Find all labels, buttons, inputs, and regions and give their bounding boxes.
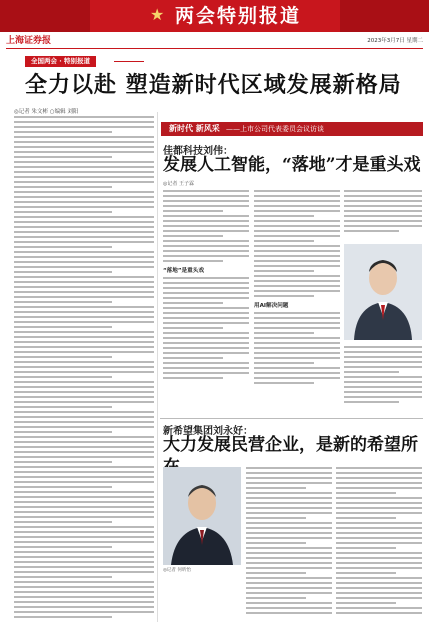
- text-line: [336, 467, 422, 469]
- text-line: [14, 516, 154, 518]
- text-line: [14, 191, 154, 193]
- text-line: [246, 497, 332, 499]
- text-line: [14, 511, 154, 513]
- text-line: [14, 226, 154, 228]
- story-a-subhead: “落地”是重头戏: [163, 268, 204, 274]
- text-line: [163, 230, 249, 232]
- text-line: [246, 532, 332, 534]
- text-line: [14, 336, 154, 338]
- text-line: [344, 205, 422, 207]
- text-line: [336, 547, 396, 549]
- column-divider: [157, 112, 158, 622]
- text-line: [246, 537, 332, 539]
- text-line: [14, 116, 154, 118]
- story-b-person: 新希望集团刘永好：: [163, 426, 253, 437]
- text-line: [14, 296, 154, 298]
- text-line: [14, 136, 154, 138]
- text-line: [14, 261, 154, 263]
- text-line: [163, 210, 223, 212]
- text-line: [336, 597, 422, 599]
- text-line: [254, 240, 314, 242]
- issue-date: 2023年3月7日 星期二: [367, 38, 423, 44]
- text-line: [246, 517, 306, 519]
- text-line: [344, 376, 422, 378]
- story-b-byline: ◎记者 何昕怡: [163, 568, 191, 573]
- text-line: [254, 327, 340, 329]
- text-line: [14, 276, 154, 278]
- text-line: [14, 611, 154, 613]
- text-line: [344, 346, 422, 348]
- story-a-person: 佳都科技刘伟：: [163, 146, 233, 157]
- text-line: [163, 277, 249, 279]
- text-line: [336, 592, 422, 594]
- text-line: [14, 216, 154, 218]
- text-line: [163, 312, 249, 314]
- text-line: [14, 436, 154, 438]
- text-line: [14, 476, 154, 478]
- text-line: [336, 517, 396, 519]
- text-line: [254, 250, 340, 252]
- text-line: [14, 141, 154, 143]
- text-line: [254, 382, 314, 384]
- text-line: [246, 607, 332, 609]
- text-line: [336, 507, 422, 509]
- text-line: [246, 562, 332, 564]
- text-line: [14, 561, 154, 563]
- text-line: [336, 472, 422, 474]
- text-line: [14, 221, 154, 223]
- text-line: [254, 215, 314, 217]
- text-line: [14, 466, 154, 468]
- text-line: [14, 386, 154, 388]
- text-line: [254, 230, 340, 232]
- text-line: [163, 367, 249, 369]
- text-line: [336, 552, 422, 554]
- text-line: [344, 220, 422, 222]
- text-line: [14, 496, 154, 498]
- text-line: [344, 361, 422, 363]
- text-line: [336, 582, 422, 584]
- special-column-bar: [161, 122, 423, 136]
- text-line: [163, 250, 249, 252]
- text-line: [14, 181, 154, 183]
- text-line: [163, 225, 249, 227]
- text-line: [246, 577, 332, 579]
- text-line: [254, 245, 340, 247]
- text-line: [14, 306, 154, 308]
- text-line: [14, 406, 112, 408]
- text-line: [163, 282, 249, 284]
- text-line: [163, 362, 249, 364]
- text-line: [14, 461, 112, 463]
- text-line: [14, 451, 154, 453]
- text-line: [344, 366, 422, 368]
- text-line: [336, 537, 422, 539]
- text-line: [336, 572, 396, 574]
- text-line: [14, 151, 154, 153]
- lead-headline: 全力以赴 塑造新时代区域发展新格局: [25, 72, 402, 98]
- text-line: [14, 556, 154, 558]
- text-line: [254, 190, 340, 192]
- text-line: [163, 195, 249, 197]
- text-line: [14, 246, 112, 248]
- text-line: [163, 260, 223, 262]
- lead-body: [14, 116, 154, 621]
- text-line: [336, 567, 422, 569]
- text-line: [254, 337, 340, 339]
- text-line: [163, 235, 223, 237]
- text-line: [14, 341, 154, 343]
- text-line: [14, 301, 112, 303]
- story-a-body-col3: [344, 190, 422, 240]
- text-line: [163, 337, 249, 339]
- text-line: [336, 612, 422, 614]
- text-line: [344, 351, 422, 353]
- text-line: [344, 386, 422, 388]
- text-line: [14, 401, 154, 403]
- banner-title: 两会特别报道: [174, 5, 301, 27]
- header-rule: [6, 48, 423, 49]
- text-line: [14, 351, 154, 353]
- text-line: [14, 371, 154, 373]
- text-line: [14, 501, 154, 503]
- text-line: [344, 396, 422, 398]
- text-line: [14, 236, 154, 238]
- text-line: [14, 121, 154, 123]
- text-line: [14, 281, 154, 283]
- text-line: [14, 441, 154, 443]
- text-line: [163, 190, 249, 192]
- text-line: [14, 201, 154, 203]
- text-line: [254, 280, 340, 282]
- text-line: [163, 245, 249, 247]
- text-line: [14, 126, 154, 128]
- text-line: [14, 361, 154, 363]
- text-line: [246, 567, 332, 569]
- text-line: [14, 521, 112, 523]
- text-line: [344, 381, 422, 383]
- text-line: [14, 506, 154, 508]
- story-b-headline: 大力发展民营企业，是新的希望所: [163, 435, 418, 455]
- column-tag-rule: [114, 61, 144, 62]
- text-line: [246, 512, 332, 514]
- text-line: [14, 311, 154, 313]
- text-line: [246, 527, 332, 529]
- text-line: [254, 372, 340, 374]
- masthead: 上海证券报: [6, 36, 52, 46]
- story-b-body-col2: [336, 467, 422, 622]
- text-line: [336, 542, 422, 544]
- text-line: [254, 260, 340, 262]
- person-portrait-icon: [163, 467, 241, 565]
- text-line: [344, 195, 422, 197]
- text-line: [14, 291, 154, 293]
- text-line: [246, 487, 306, 489]
- text-line: [344, 190, 422, 192]
- text-line: [163, 332, 249, 334]
- person-portrait-icon: [344, 244, 422, 340]
- text-line: [254, 220, 340, 222]
- text-line: [14, 471, 154, 473]
- text-line: [254, 200, 340, 202]
- text-line: [344, 391, 422, 393]
- text-line: [246, 597, 306, 599]
- text-line: [14, 411, 154, 413]
- text-line: [254, 312, 340, 314]
- text-line: [163, 327, 223, 329]
- text-line: [14, 416, 154, 418]
- text-line: [336, 492, 396, 494]
- text-line: [14, 131, 112, 133]
- text-line: [254, 275, 340, 277]
- text-line: [14, 356, 112, 358]
- text-line: [14, 446, 154, 448]
- text-line: [254, 377, 340, 379]
- text-line: [336, 497, 422, 499]
- text-line: [14, 576, 112, 578]
- text-line: [344, 225, 422, 227]
- text-line: [344, 356, 422, 358]
- text-line: [254, 367, 340, 369]
- text-line: [163, 357, 223, 359]
- special-subtitle: ——上市公司代表委员会议访谈: [226, 125, 325, 133]
- text-line: [14, 206, 154, 208]
- text-line: [14, 166, 154, 168]
- text-line: [14, 581, 154, 583]
- text-line: [344, 371, 399, 373]
- banner-ribbon-right: [340, 0, 429, 32]
- text-line: [254, 205, 340, 207]
- text-line: [254, 322, 340, 324]
- text-line: [254, 235, 340, 237]
- text-line: [246, 472, 332, 474]
- text-line: [246, 482, 332, 484]
- column-tag: 全国两会 · 特别报道: [25, 56, 96, 67]
- text-line: [246, 542, 306, 544]
- text-line: [14, 396, 154, 398]
- text-line: [246, 552, 332, 554]
- text-line: [163, 347, 249, 349]
- text-line: [163, 342, 249, 344]
- text-line: [14, 536, 154, 538]
- story-a-headline: 发展人工智能，“落地”才是重头戏: [163, 155, 421, 175]
- text-line: [246, 602, 332, 604]
- text-line: [14, 231, 154, 233]
- text-line: [14, 326, 112, 328]
- text-line: [14, 366, 154, 368]
- text-line: [254, 290, 340, 292]
- text-line: [14, 426, 154, 428]
- text-line: [14, 316, 154, 318]
- text-line: [336, 532, 422, 534]
- text-line: [336, 502, 422, 504]
- text-line: [254, 347, 340, 349]
- text-line: [336, 562, 422, 564]
- text-line: [246, 502, 332, 504]
- text-line: [14, 391, 154, 393]
- text-line: [14, 586, 154, 588]
- text-line: [14, 526, 154, 528]
- text-line: [344, 215, 422, 217]
- text-line: [163, 377, 223, 379]
- text-line: [163, 372, 249, 374]
- story-a-byline: ◎记者 王子霖: [163, 181, 194, 187]
- text-line: [14, 146, 154, 148]
- text-line: [14, 346, 154, 348]
- text-line: [14, 176, 154, 178]
- text-line: [254, 332, 314, 334]
- text-line: [336, 587, 422, 589]
- text-line: [163, 215, 249, 217]
- text-line: [14, 541, 154, 543]
- text-line: [336, 482, 422, 484]
- text-line: [344, 200, 422, 202]
- story-b-body-col1: [246, 467, 332, 622]
- lead-byline: ◎记者 朱文彬 ○编辑 刘阳: [14, 109, 79, 115]
- text-line: [254, 210, 340, 212]
- text-line: [14, 481, 154, 483]
- text-line: [163, 352, 249, 354]
- story-a-subhead: 用AI解决问题: [254, 303, 289, 309]
- story-a-body-col3b: [344, 346, 422, 416]
- text-line: [246, 557, 332, 559]
- page-header: [6, 35, 423, 47]
- text-line: [336, 512, 422, 514]
- text-line: [14, 196, 154, 198]
- text-line: [344, 230, 399, 232]
- text-line: [14, 171, 154, 173]
- text-line: [163, 317, 249, 319]
- story-a-portrait-photo: [344, 244, 422, 340]
- text-line: [254, 352, 340, 354]
- text-line: [14, 381, 154, 383]
- text-line: [246, 582, 332, 584]
- text-line: [163, 307, 249, 309]
- text-line: [336, 602, 396, 604]
- text-line: [14, 256, 154, 258]
- text-line: [163, 297, 249, 299]
- text-line: [254, 357, 340, 359]
- text-line: [246, 522, 332, 524]
- text-line: [246, 477, 332, 479]
- text-line: [14, 531, 154, 533]
- text-line: [163, 220, 249, 222]
- text-line: [336, 607, 422, 609]
- text-line: [254, 265, 340, 267]
- text-line: [14, 376, 112, 378]
- text-line: [14, 491, 154, 493]
- text-line: [254, 342, 340, 344]
- section-divider: [160, 418, 423, 419]
- text-line: [14, 571, 154, 573]
- text-line: [344, 210, 422, 212]
- text-line: [14, 251, 154, 253]
- text-line: [246, 492, 332, 494]
- text-line: [14, 186, 112, 188]
- text-line: [254, 255, 340, 257]
- story-a-body-col2: [254, 190, 340, 415]
- text-line: [336, 487, 422, 489]
- text-line: [14, 266, 154, 268]
- text-line: [163, 287, 249, 289]
- text-line: [163, 255, 249, 257]
- story-a-body-col1: [163, 190, 249, 415]
- text-line: [336, 522, 422, 524]
- text-line: [14, 271, 112, 273]
- text-line: [254, 285, 340, 287]
- text-line: [14, 606, 154, 608]
- text-line: [14, 421, 154, 423]
- text-line: [254, 362, 314, 364]
- text-line: [163, 322, 249, 324]
- special-tag: 新时代 新风采: [169, 124, 220, 133]
- text-line: [246, 467, 332, 469]
- story-b-portrait-photo: [163, 467, 241, 565]
- text-line: [246, 612, 332, 614]
- text-line: [163, 200, 249, 202]
- text-line: [14, 431, 112, 433]
- text-line: [344, 401, 399, 403]
- text-line: [14, 161, 154, 163]
- text-line: [246, 547, 332, 549]
- text-line: [14, 486, 112, 488]
- text-line: [246, 587, 332, 589]
- text-line: [14, 241, 154, 243]
- text-line: [14, 331, 154, 333]
- text-line: [14, 551, 154, 553]
- text-line: [14, 286, 154, 288]
- text-line: [14, 211, 112, 213]
- text-line: [14, 456, 154, 458]
- text-line: [14, 601, 154, 603]
- text-line: [14, 616, 112, 618]
- text-line: [163, 205, 249, 207]
- text-line: [336, 577, 422, 579]
- text-line: [14, 321, 154, 323]
- text-line: [163, 302, 223, 304]
- text-line: [254, 270, 314, 272]
- banner-ribbon-left: [0, 0, 90, 32]
- text-line: [14, 546, 112, 548]
- text-line: [254, 317, 340, 319]
- text-line: [246, 572, 306, 574]
- text-line: [254, 195, 340, 197]
- text-line: [163, 292, 249, 294]
- text-line: [336, 477, 422, 479]
- banner-star-icon: ★: [150, 5, 165, 24]
- text-line: [14, 591, 154, 593]
- text-line: [246, 507, 332, 509]
- text-line: [336, 527, 422, 529]
- text-line: [163, 240, 249, 242]
- text-line: [246, 592, 332, 594]
- text-line: [254, 225, 340, 227]
- special-report-banner: [0, 0, 429, 32]
- text-line: [254, 295, 314, 297]
- text-line: [14, 566, 154, 568]
- text-line: [14, 596, 154, 598]
- text-line: [336, 557, 422, 559]
- text-line: [14, 156, 112, 158]
